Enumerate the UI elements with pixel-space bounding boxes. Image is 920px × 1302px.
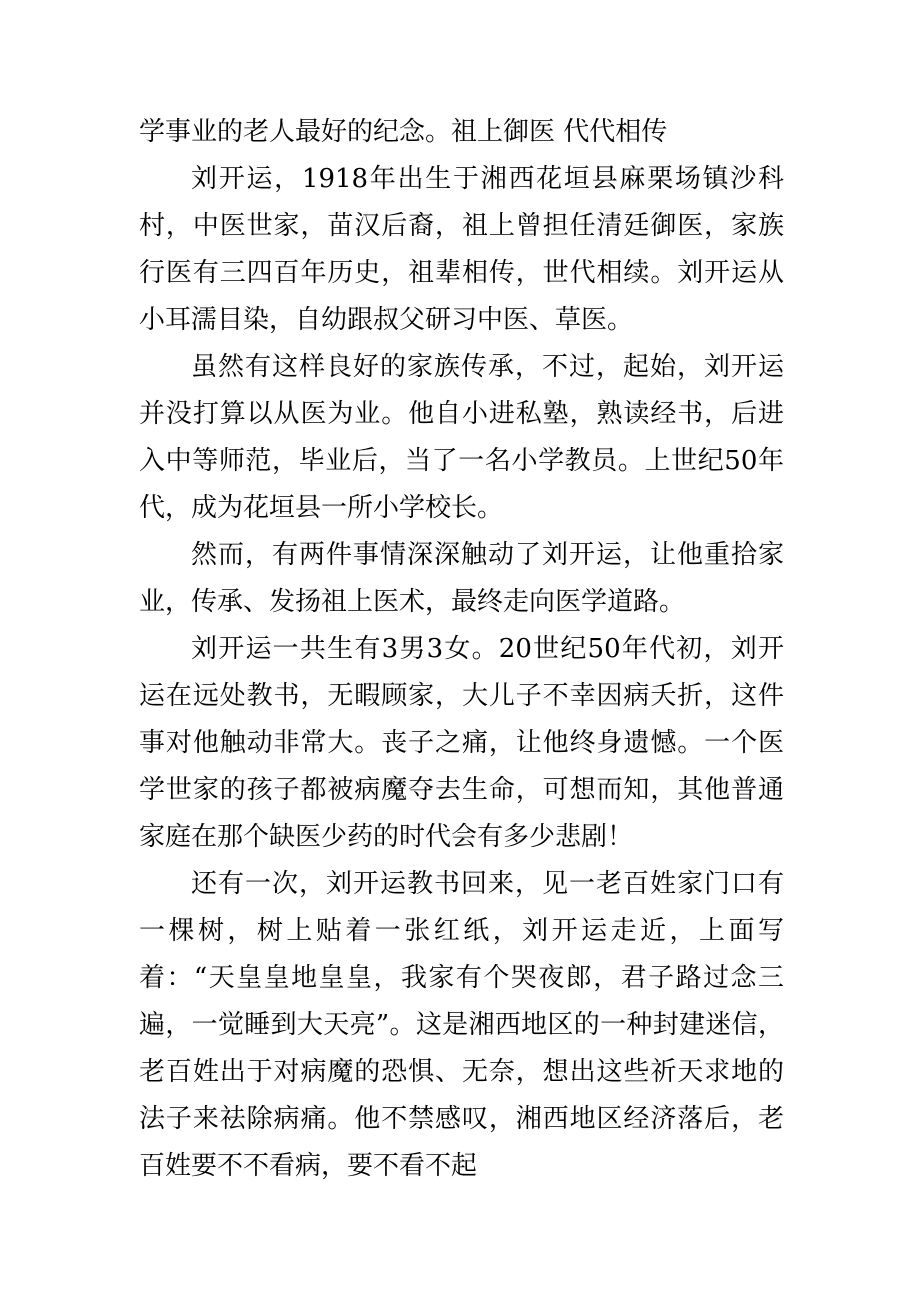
paragraph-son-loss: 刘开运一共生有3男3女。20世纪50年代初，刘开运在远处教书，无暇顾家，大儿子不幸因病夭折，这件事对他触动非常大。丧子之痛，让他终身遗憾。一个医学世家的孩子都被病魔夺去生命，可想而知，其他普通家庭在那个缺医少药的时代会有多少悲剧！ bbox=[139, 634, 784, 852]
paragraph-family-background: 刘开运，1918年出生于湘西花垣县麻栗场镇沙科村，中医世家，苗汉后裔，祖上曾担任清廷御医，家族行医有三四百年历史，祖辈相传，世代相续。刘开运从小耳濡目染，自幼跟叔父研习中医、草医。 bbox=[139, 164, 784, 335]
paragraph-continuation: 学事业的老人最好的纪念。祖上御医 代代相传 bbox=[139, 117, 668, 147]
paragraph-superstition: 还有一次，刘开运教书回来，见一老百姓家门口有一棵树，树上贴着一张红纸，刘开运走近，上面写着：“天皇皇地皇皇，我家有个哭夜郎，君子路过念三遍，一觉睡到大天亮”。这是湘西地区的一种封建迷信，老百姓出于对病魔的恐惧、无奈，想出这些祈天求地的法子来祛除病痛。他不禁感叹，湘西地区经济落后，老百姓要不不看病，要不看不起 bbox=[139, 869, 784, 1181]
document-body bbox=[139, 109, 784, 1190]
paragraph-early-career: 虽然有这样良好的家族传承，不过，起始，刘开运并没打算以从医为业。他自小进私塾，熟读经书，后进入中等师范，毕业后，当了一名小学教员。上世纪50年代，成为花垣县一所小学校长。 bbox=[139, 352, 784, 523]
paragraph-turning-point: 然而，有两件事情深深触动了刘开运，让他重拾家业，传承、发扬祖上医术，最终走向医学道路。 bbox=[139, 540, 784, 617]
